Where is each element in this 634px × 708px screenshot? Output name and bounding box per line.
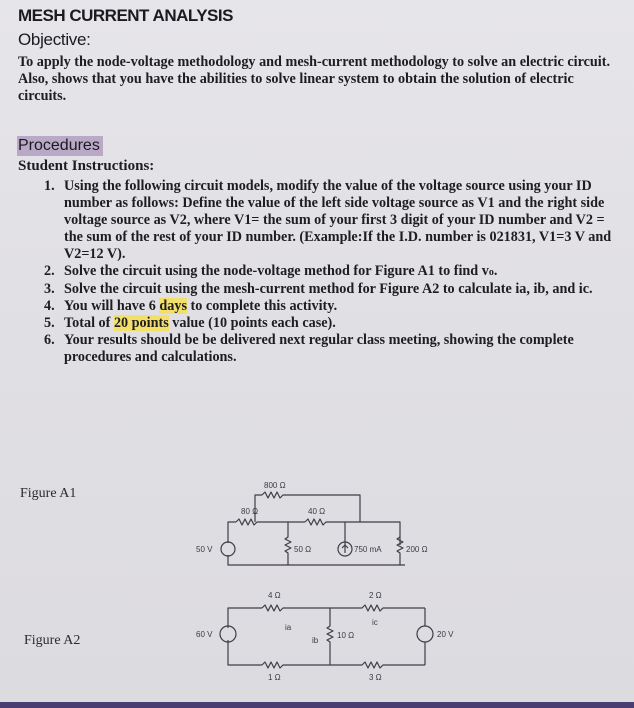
a1-wire-left-top: [228, 522, 236, 543]
instruction-number: 3.: [44, 281, 55, 297]
a2-label-1: 1 Ω: [268, 673, 281, 682]
a1-label-50v: 50 V: [196, 545, 213, 554]
subscript-o: o: [488, 267, 494, 278]
figure-a2-circuit: [220, 605, 433, 668]
objective-text: To apply the node-voltage methodology and mesh-current methodology to solve an electric circuit. Also, shows that you have the abilities to solve linear system to obtain the solution of electric circuits.: [18, 54, 611, 104]
a1-voltage-source: [221, 542, 235, 556]
a2-resistor-3: [330, 662, 425, 668]
instruction-text: Your results should be be delivered next regular class meeting, showing the complete procedures and calculations.: [64, 332, 574, 365]
highlight-days: days: [159, 298, 187, 314]
instruction-text-end: value (10 points each case).: [168, 315, 336, 331]
a1-resistor-40: [305, 519, 345, 545]
instruction-item: [40, 281, 625, 298]
instruction-text: Total of: [64, 315, 114, 331]
a2-mesh-c: ic: [372, 618, 378, 627]
document-title: MESH CURRENT ANALYSIS: [18, 6, 233, 25]
a2-voltage-source-left: [220, 626, 236, 642]
figure-a1-label: Figure A1: [20, 486, 77, 501]
a2-resistor-1: [262, 662, 330, 668]
procedures-heading: Procedures: [17, 136, 103, 156]
instruction-number: 2.: [44, 263, 55, 279]
bottom-border: [0, 702, 634, 708]
a1-wire-left-bottom: [228, 555, 405, 565]
instruction-list: [40, 178, 625, 366]
a2-resistor-10: [327, 608, 333, 665]
figure-a2-label: Figure A2: [24, 633, 81, 648]
a2-mesh-a: ia: [285, 623, 292, 632]
a1-label-50: 50 Ω: [294, 545, 312, 554]
instruction-number: 6.: [44, 332, 55, 348]
instruction-number: 1.: [44, 178, 55, 194]
instruction-item: [40, 298, 625, 315]
a1-label-750ma: 750 mA: [354, 545, 382, 554]
a2-mesh-b: ib: [312, 636, 319, 645]
circuit-diagrams: [0, 440, 634, 702]
instruction-item: [40, 178, 625, 263]
figure-a1-circuit: [221, 492, 405, 565]
instruction-number: 5.: [44, 315, 55, 331]
a2-label-2: 2 Ω: [369, 591, 382, 600]
instruction-text: Solve the circuit using the mesh-current method for Figure A2 to calculate ia, ib, and ic.: [64, 281, 593, 297]
student-instructions-heading: Student Instructions:: [18, 158, 155, 174]
a1-label-800: 800 Ω: [264, 481, 286, 490]
a2-label-20v: 20 V: [437, 630, 454, 639]
a2-resistor-2: [330, 605, 425, 611]
a2-label-3: 3 Ω: [369, 673, 382, 682]
instruction-text-end: to complete this activity.: [187, 298, 338, 314]
objective-heading: Objective:: [18, 30, 91, 49]
instruction-number: 4.: [44, 298, 55, 314]
a1-label-200: 200 Ω: [406, 545, 428, 554]
a2-voltage-source-right: [417, 626, 433, 642]
instruction-item: [40, 315, 625, 332]
a1-label-80: 80 Ω: [241, 507, 259, 516]
a1-label-40: 40 Ω: [308, 507, 326, 516]
a2-label-60v: 60 V: [196, 630, 213, 639]
instruction-text: Solve the circuit using the node-voltage method for Figure A1 to find v: [64, 263, 489, 279]
a2-resistor-4: [262, 605, 330, 611]
a2-label-10: 10 Ω: [337, 631, 355, 640]
instruction-item: [40, 332, 625, 366]
a1-resistor-50: [285, 522, 291, 565]
a1-wire-current-top: [345, 522, 400, 545]
a2-wire-left: [228, 608, 262, 628]
instruction-text: Using the following circuit models, modify the value of the voltage source using your ID number as follows: Define the value of the left side voltage source as V1 and the right side voltage source as V2, where V1= the sum of your first 3 digit of your ID number and V2 = the sum of the rest of your ID number. (Example:If the I.D. number is 021831, V1=3 V and V2=12 V).: [64, 178, 612, 262]
instruction-text-end: .: [493, 263, 498, 279]
a1-current-arrow: [342, 545, 348, 553]
highlight-points: 20 points: [113, 315, 169, 331]
a1-resistor-80: [236, 519, 285, 525]
instruction-item: [40, 263, 625, 281]
a2-label-4: 4 Ω: [268, 591, 281, 600]
a2-wire-left-bottom: [228, 640, 262, 665]
instruction-text: You will have 6: [64, 298, 160, 314]
